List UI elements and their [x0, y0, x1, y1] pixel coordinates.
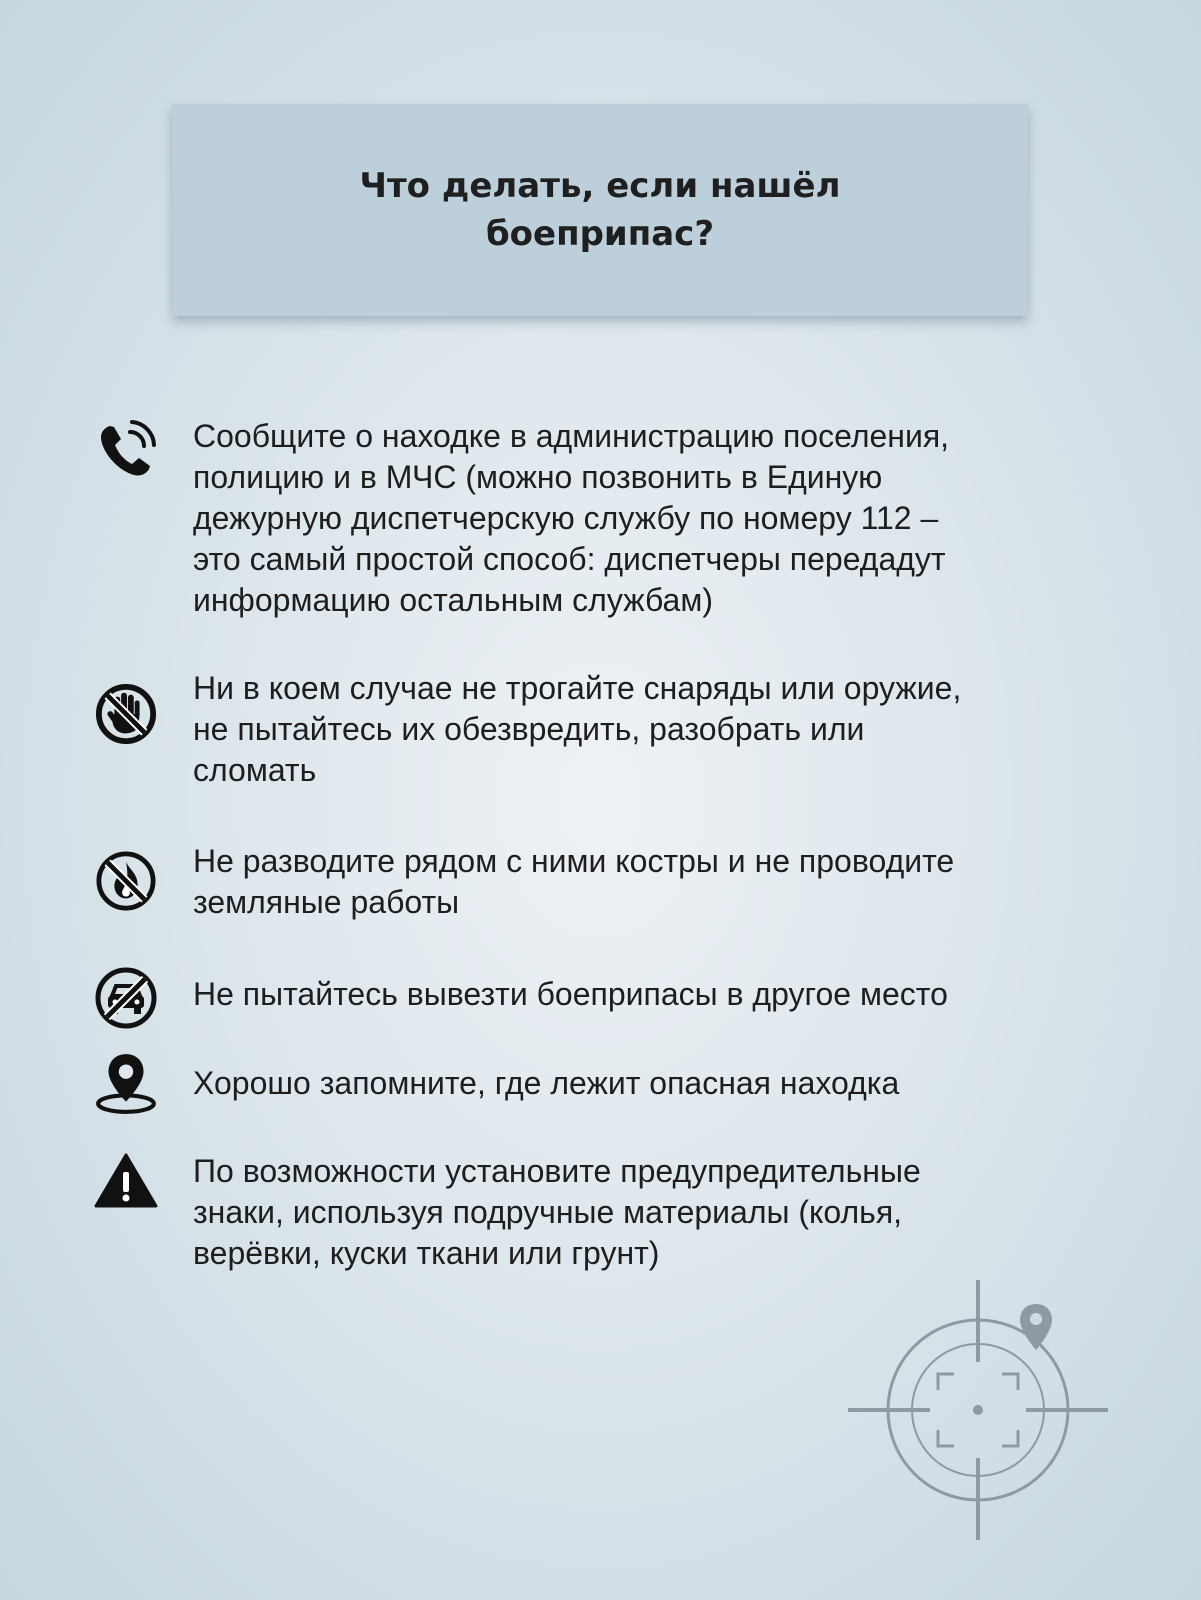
crosshair-target-icon	[846, 1278, 1116, 1548]
warning-icon	[92, 1147, 160, 1215]
no-fire-icon	[92, 847, 160, 915]
item-text: Ни в коем случае не трогайте снаряды или оружие, не пытайтесь их обезвредить, разобрать или сломать	[193, 670, 962, 788]
location-pin-icon	[92, 1049, 160, 1117]
no-touch-icon	[92, 680, 160, 748]
item-text: Не разводите рядом с ними костры и не проводите земляные работы	[193, 843, 955, 920]
item-text: Хорошо запомните, где лежит опасная находка	[193, 1065, 900, 1101]
item-text: Не пытайтесь вывезти боеприпасы в другое место	[193, 976, 948, 1012]
page-title: Что делать, если нашёл боеприпас?	[359, 166, 841, 254]
header-banner	[172, 104, 1028, 316]
phone-icon	[92, 416, 160, 484]
map-pin-small-icon	[1020, 1304, 1052, 1350]
item-text: Сообщите о находке в администрацию поселения, полицию и в МЧС (можно позвонить в Единую дежурную диспетчерскую службу по номеру 112 – это самый простой способ: диспетчеры передадут информацию остальным службам)	[193, 418, 950, 618]
no-car-icon	[92, 964, 160, 1032]
item-text: По возможности установите предупредительные знаки, используя подручные материалы (колья, верёвки, куски ткани или грунт)	[193, 1153, 921, 1271]
